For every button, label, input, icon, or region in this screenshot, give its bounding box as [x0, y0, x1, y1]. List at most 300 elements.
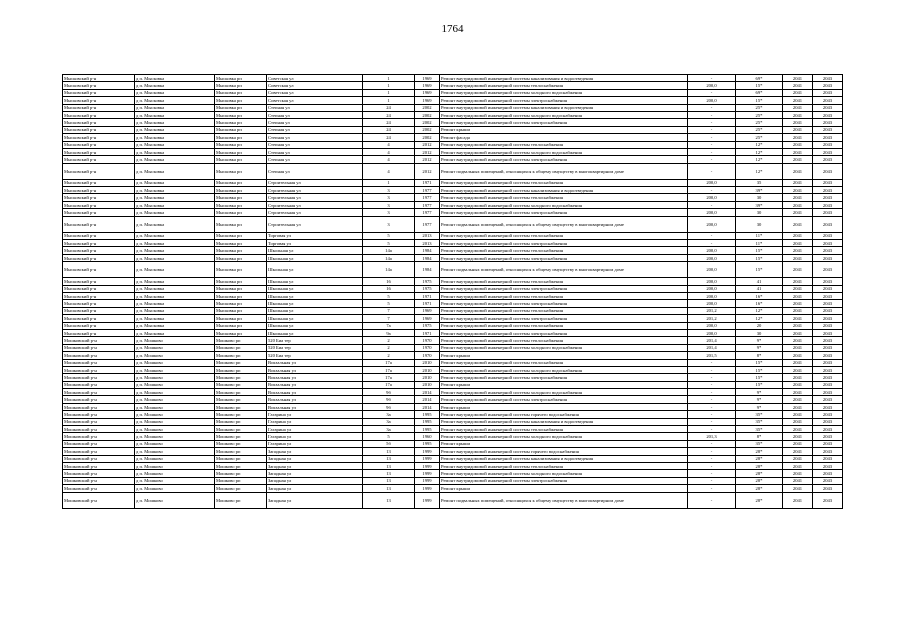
plan-end-cell: 2043 — [813, 433, 843, 440]
table-row — [63, 187, 843, 194]
street-cell: Западная ул — [267, 455, 363, 462]
house-number-cell: 9а — [363, 329, 415, 336]
wear-cell: 25* — [736, 111, 783, 118]
street-cell: 520 Биа тер — [267, 344, 363, 351]
district-cell: Мысковский р-н — [63, 315, 135, 322]
cost-cell: 200,0 — [688, 194, 736, 201]
cost-cell: 200,0 — [688, 262, 736, 278]
plan-end-cell: 2043 — [813, 381, 843, 388]
municipality-cell: Мошково рп — [215, 337, 267, 344]
work-type-cell: Ремонт внутридомовой инженерной системы электроснабжения — [440, 300, 688, 307]
table-row — [63, 232, 843, 239]
municipality-cell: Мысковка рп — [215, 300, 267, 307]
settlement-cell: д п. Мошково — [135, 448, 215, 455]
street-cell: Советская ул — [267, 89, 363, 96]
street-cell: Степная ул — [267, 119, 363, 126]
cost-cell: 200,0 — [688, 292, 736, 299]
district-cell: Мысковский р-н — [63, 156, 135, 163]
settlement-cell: д п. Мысковка — [135, 292, 215, 299]
street-cell: Школьная ул — [267, 285, 363, 292]
work-type-cell: Ремонт подвальных помещений, относящихся к общему имуществу в многоквартирном доме — [440, 216, 688, 232]
plan-start-cell: 2041 — [783, 300, 813, 307]
street-cell: Советская ул — [267, 82, 363, 89]
district-cell: Мошковский р-н — [63, 396, 135, 403]
build-year-cell: 1969 — [415, 82, 440, 89]
work-type-cell: Ремонт крыши — [440, 352, 688, 359]
cost-cell: - — [688, 455, 736, 462]
build-year-cell: 1969 — [415, 75, 440, 82]
municipality-cell: Мысковка рп — [215, 111, 267, 118]
municipality-cell: Мошково рп — [215, 440, 267, 447]
cost-cell: - — [688, 232, 736, 239]
settlement-cell: д п. Мошково — [135, 470, 215, 477]
plan-end-cell: 2043 — [813, 492, 843, 508]
district-cell: Мысковский р-н — [63, 201, 135, 208]
street-cell: Вокзальная ул — [267, 374, 363, 381]
build-year-cell: 1999 — [415, 470, 440, 477]
municipality-cell: Мысковка рп — [215, 292, 267, 299]
district-cell: Мысковский р-н — [63, 187, 135, 194]
table-row — [63, 381, 843, 388]
municipality-cell: Мысковка рп — [215, 156, 267, 163]
table-row — [63, 470, 843, 477]
plan-start-cell: 2041 — [783, 97, 813, 104]
municipality-cell: Мошково рп — [215, 470, 267, 477]
street-cell: Вокзальная ул — [267, 359, 363, 366]
settlement-cell: д п. Мысковка — [135, 141, 215, 148]
plan-start-cell: 2041 — [783, 111, 813, 118]
cost-cell: - — [688, 141, 736, 148]
house-number-cell: 7а — [363, 322, 415, 329]
plan-start-cell: 2041 — [783, 403, 813, 410]
wear-cell: 30 — [736, 329, 783, 336]
work-type-cell: Ремонт внутридомовой инженерной системы теплоснабжения — [440, 426, 688, 433]
municipality-cell: Мысковка рп — [215, 209, 267, 216]
cost-cell: - — [688, 156, 736, 163]
wear-cell: 9* — [736, 389, 783, 396]
street-cell: Вокзальная ул — [267, 389, 363, 396]
wear-cell: 25* — [736, 134, 783, 141]
street-cell: Строительная ул — [267, 194, 363, 201]
settlement-cell: д п. Мысковка — [135, 201, 215, 208]
plan-end-cell: 2043 — [813, 440, 843, 447]
cost-cell: 200,0 — [688, 329, 736, 336]
street-cell: Вокзальная ул — [267, 403, 363, 410]
municipality-cell: Мысковка рп — [215, 307, 267, 314]
plan-start-cell: 2041 — [783, 389, 813, 396]
plan-end-cell: 2043 — [813, 307, 843, 314]
district-cell: Мысковский р-н — [63, 111, 135, 118]
district-cell: Мысковский р-н — [63, 216, 135, 232]
district-cell: Мысковский р-н — [63, 163, 135, 179]
wear-cell: 16* — [736, 300, 783, 307]
cost-cell: 200,0 — [688, 322, 736, 329]
wear-cell: 11* — [736, 240, 783, 247]
settlement-cell: д п. Мошково — [135, 374, 215, 381]
build-year-cell: 1995 — [415, 426, 440, 433]
plan-start-cell: 2041 — [783, 470, 813, 477]
table-row — [63, 254, 843, 261]
table-row — [63, 156, 843, 163]
work-type-cell: Ремонт внутридомовой инженерной системы электроснабжения — [440, 396, 688, 403]
plan-end-cell: 2043 — [813, 262, 843, 278]
build-year-cell: 2002 — [415, 111, 440, 118]
table-body — [63, 75, 843, 509]
street-cell: Степная ул — [267, 134, 363, 141]
settlement-cell: д п. Мысковка — [135, 82, 215, 89]
district-cell: Мысковский р-н — [63, 247, 135, 254]
house-number-cell: 2 — [363, 352, 415, 359]
wear-cell: 39* — [736, 187, 783, 194]
district-cell: Мысковский р-н — [63, 240, 135, 247]
work-type-cell: Ремонт внутридомовой инженерной системы теплоснабжения — [440, 337, 688, 344]
work-type-cell: Ремонт внутридомовой инженерной системы теплоснабжения — [440, 232, 688, 239]
build-year-cell: 2002 — [415, 134, 440, 141]
district-cell: Мысковский р-н — [63, 254, 135, 261]
settlement-cell: д п. Мошково — [135, 492, 215, 508]
street-cell: Школьная ул — [267, 292, 363, 299]
plan-start-cell: 2041 — [783, 448, 813, 455]
wear-cell: 28* — [736, 477, 783, 484]
table-row — [63, 440, 843, 447]
settlement-cell: д п. Мысковка — [135, 119, 215, 126]
plan-start-cell: 2041 — [783, 477, 813, 484]
district-cell: Мысковский р-н — [63, 82, 135, 89]
plan-start-cell: 2041 — [783, 462, 813, 469]
work-type-cell: Ремонт внутридомовой инженерной системы теплоснабжения — [440, 179, 688, 186]
build-year-cell: 1970 — [415, 352, 440, 359]
municipality-cell: Мысковка рп — [215, 278, 267, 285]
municipality-cell: Мошково рп — [215, 418, 267, 425]
wear-cell: 30 — [736, 194, 783, 201]
table-row — [63, 82, 843, 89]
plan-start-cell: 2041 — [783, 315, 813, 322]
municipality-cell: Мысковка рп — [215, 285, 267, 292]
plan-end-cell: 2043 — [813, 477, 843, 484]
table-row — [63, 337, 843, 344]
municipality-cell: Мошково рп — [215, 448, 267, 455]
plan-start-cell: 2041 — [783, 163, 813, 179]
house-number-cell: 17а — [363, 374, 415, 381]
table-row — [63, 97, 843, 104]
table-row — [63, 194, 843, 201]
settlement-cell: д п. Мошково — [135, 455, 215, 462]
municipality-cell: Мысковка рп — [215, 89, 267, 96]
plan-end-cell: 2043 — [813, 352, 843, 359]
wear-cell: 8* — [736, 433, 783, 440]
district-cell: Мысковский р-н — [63, 134, 135, 141]
plan-start-cell: 2041 — [783, 352, 813, 359]
plan-end-cell: 2043 — [813, 75, 843, 82]
municipality-cell: Мошково рп — [215, 344, 267, 351]
house-number-cell: 13 — [363, 448, 415, 455]
house-number-cell: 1 — [363, 97, 415, 104]
street-cell: Школьная ул — [267, 315, 363, 322]
cost-cell: - — [688, 134, 736, 141]
house-number-cell: 14а — [363, 254, 415, 261]
table-row — [63, 329, 843, 336]
table-row — [63, 111, 843, 118]
district-cell: Мысковский р-н — [63, 232, 135, 239]
municipality-cell: Мысковка рп — [215, 179, 267, 186]
municipality-cell: Мошково рп — [215, 462, 267, 469]
street-cell: Школьная ул — [267, 247, 363, 254]
district-cell: Мысковский р-н — [63, 300, 135, 307]
wear-cell: 30 — [736, 216, 783, 232]
plan-end-cell: 2043 — [813, 462, 843, 469]
table-row — [63, 262, 843, 278]
district-cell: Мысковский р-н — [63, 148, 135, 155]
work-type-cell: Ремонт внутридомовой инженерной системы теплоснабжения — [440, 278, 688, 285]
plan-end-cell: 2043 — [813, 315, 843, 322]
settlement-cell: д п. Мысковка — [135, 216, 215, 232]
street-cell: Школьная ул — [267, 278, 363, 285]
work-type-cell: Ремонт крыши — [440, 126, 688, 133]
house-number-cell: 24 — [363, 111, 415, 118]
house-number-cell: 1 — [363, 179, 415, 186]
plan-start-cell: 2041 — [783, 492, 813, 508]
plan-start-cell: 2041 — [783, 329, 813, 336]
plan-start-cell: 2041 — [783, 262, 813, 278]
settlement-cell: д п. Мысковка — [135, 187, 215, 194]
plan-start-cell: 2041 — [783, 426, 813, 433]
municipality-cell: Мысковка рп — [215, 247, 267, 254]
house-number-cell: 5 — [363, 300, 415, 307]
district-cell: Мошковский р-н — [63, 359, 135, 366]
build-year-cell: 1995 — [415, 418, 440, 425]
municipality-cell: Мошково рп — [215, 477, 267, 484]
district-cell: Мошковский р-н — [63, 455, 135, 462]
municipality-cell: Мысковка рп — [215, 216, 267, 232]
house-number-cell: 2 — [363, 344, 415, 351]
cost-cell: - — [688, 485, 736, 492]
plan-end-cell: 2043 — [813, 148, 843, 155]
wear-cell: 12* — [736, 148, 783, 155]
work-type-cell: Ремонт внутридомовой инженерной системы холодного водоснабжения — [440, 89, 688, 96]
settlement-cell: д п. Мысковка — [135, 209, 215, 216]
plan-end-cell: 2043 — [813, 254, 843, 261]
build-year-cell: 1977 — [415, 216, 440, 232]
build-year-cell: 2014 — [415, 396, 440, 403]
plan-start-cell: 2041 — [783, 89, 813, 96]
settlement-cell: д п. Мошково — [135, 485, 215, 492]
build-year-cell: 1970 — [415, 337, 440, 344]
plan-end-cell: 2043 — [813, 455, 843, 462]
plan-start-cell: 2041 — [783, 82, 813, 89]
table-row — [63, 89, 843, 96]
build-year-cell: 1971 — [415, 179, 440, 186]
house-number-cell: 17а — [363, 359, 415, 366]
wear-cell: 25* — [736, 119, 783, 126]
street-cell: Гагарина ул — [267, 440, 363, 447]
build-year-cell: 1975 — [415, 285, 440, 292]
district-cell: Мошковский р-н — [63, 381, 135, 388]
build-year-cell: 1999 — [415, 462, 440, 469]
plan-start-cell: 2041 — [783, 247, 813, 254]
build-year-cell: 1975 — [415, 278, 440, 285]
plan-end-cell: 2043 — [813, 201, 843, 208]
street-cell: Вокзальная ул — [267, 396, 363, 403]
street-cell: Степная ул — [267, 148, 363, 155]
district-cell: Мысковский р-н — [63, 126, 135, 133]
street-cell: Гагарина ул — [267, 411, 363, 418]
plan-start-cell: 2041 — [783, 119, 813, 126]
cost-cell: - — [688, 396, 736, 403]
street-cell: Школьная ул — [267, 300, 363, 307]
municipality-cell: Мысковка рп — [215, 232, 267, 239]
plan-start-cell: 2041 — [783, 292, 813, 299]
district-cell: Мошковский р-н — [63, 433, 135, 440]
build-year-cell: 2002 — [415, 119, 440, 126]
cost-cell: - — [688, 403, 736, 410]
municipality-cell: Мысковка рп — [215, 97, 267, 104]
table-row — [63, 389, 843, 396]
street-cell: Гагарина ул — [267, 426, 363, 433]
house-number-cell: 24 — [363, 126, 415, 133]
house-number-cell: 17а — [363, 366, 415, 373]
build-year-cell: 1977 — [415, 209, 440, 216]
table-row — [63, 300, 843, 307]
wear-cell: 12* — [736, 315, 783, 322]
table-row — [63, 278, 843, 285]
settlement-cell: д п. Мысковка — [135, 148, 215, 155]
work-type-cell: Ремонт внутридомовой инженерной системы электроснабжения — [440, 97, 688, 104]
plan-start-cell: 2041 — [783, 278, 813, 285]
work-type-cell: Ремонт внутридомовой инженерной системы канализования и водоотведения — [440, 187, 688, 194]
plan-end-cell: 2043 — [813, 194, 843, 201]
work-type-cell: Ремонт внутридомовой инженерной системы канализования и водоотведения — [440, 104, 688, 111]
plan-start-cell: 2041 — [783, 455, 813, 462]
street-cell: Степная ул — [267, 111, 363, 118]
street-cell: Гагарина ул — [267, 418, 363, 425]
settlement-cell: д п. Мысковка — [135, 240, 215, 247]
work-type-cell: Ремонт внутридомовой инженерной системы теплоснабжения — [440, 247, 688, 254]
district-cell: Мошковский р-н — [63, 492, 135, 508]
house-number-cell: 13 — [363, 477, 415, 484]
work-type-cell: Ремонт внутридомовой инженерной системы теплоснабжения — [440, 141, 688, 148]
house-number-cell: 3 — [363, 209, 415, 216]
plan-start-cell: 2041 — [783, 337, 813, 344]
plan-end-cell: 2043 — [813, 97, 843, 104]
district-cell: Мысковский р-н — [63, 179, 135, 186]
table-row — [63, 492, 843, 508]
wear-cell: 12* — [736, 156, 783, 163]
plan-start-cell: 2041 — [783, 179, 813, 186]
district-cell: Мошковский р-н — [63, 477, 135, 484]
plan-start-cell: 2041 — [783, 104, 813, 111]
cost-cell: 201,4 — [688, 344, 736, 351]
build-year-cell: 1971 — [415, 300, 440, 307]
municipality-cell: Мысковка рп — [215, 148, 267, 155]
wear-cell: 35* — [736, 411, 783, 418]
work-type-cell: Ремонт внутридомовой инженерной системы теплоснабжения — [440, 292, 688, 299]
street-cell: 520 Биа тер — [267, 352, 363, 359]
district-cell: Мошковский р-н — [63, 411, 135, 418]
wear-cell: 35 — [736, 179, 783, 186]
municipality-cell: Мошково рп — [215, 492, 267, 508]
plan-end-cell: 2043 — [813, 156, 843, 163]
plan-start-cell: 2041 — [783, 194, 813, 201]
work-type-cell: Ремонт внутридомовой инженерной системы горячего водоснабжения — [440, 411, 688, 418]
plan-start-cell: 2041 — [783, 433, 813, 440]
wear-cell: 11* — [736, 232, 783, 239]
cost-cell: 200,0 — [688, 254, 736, 261]
build-year-cell: 2002 — [415, 126, 440, 133]
house-number-cell: 16 — [363, 285, 415, 292]
district-cell: Мысковский р-н — [63, 104, 135, 111]
build-year-cell: 1984 — [415, 254, 440, 261]
wear-cell: 8* — [736, 352, 783, 359]
settlement-cell: д п. Мошково — [135, 477, 215, 484]
house-number-cell: 13 — [363, 455, 415, 462]
table-row — [63, 216, 843, 232]
cost-cell: 201,2 — [688, 315, 736, 322]
plan-end-cell: 2043 — [813, 104, 843, 111]
cost-cell: - — [688, 89, 736, 96]
plan-end-cell: 2043 — [813, 403, 843, 410]
wear-cell: 25* — [736, 104, 783, 111]
wear-cell: 69* — [736, 89, 783, 96]
build-year-cell: 1975 — [415, 322, 440, 329]
cost-cell: 200,0 — [688, 278, 736, 285]
wear-cell: 12* — [736, 163, 783, 179]
house-number-cell: 9б — [363, 396, 415, 403]
municipality-cell: Мошково рп — [215, 352, 267, 359]
cost-cell: - — [688, 411, 736, 418]
wear-cell: 39* — [736, 201, 783, 208]
settlement-cell: д п. Мошково — [135, 366, 215, 373]
district-cell: Мысковский р-н — [63, 141, 135, 148]
work-type-cell: Ремонт подвальных помещений, относящихся к общему имуществу в многоквартирном доме — [440, 163, 688, 179]
table-row — [63, 126, 843, 133]
district-cell: Мошковский р-н — [63, 374, 135, 381]
district-cell: Мошковский р-н — [63, 366, 135, 373]
settlement-cell: д п. Мысковка — [135, 134, 215, 141]
street-cell: Вокзальная ул — [267, 366, 363, 373]
house-number-cell: 14а — [363, 262, 415, 278]
settlement-cell: д п. Мысковка — [135, 163, 215, 179]
plan-start-cell: 2041 — [783, 209, 813, 216]
cost-cell: 200,0 — [688, 300, 736, 307]
district-cell: Мысковский р-н — [63, 262, 135, 278]
settlement-cell: д п. Мысковка — [135, 278, 215, 285]
municipality-cell: Мысковка рп — [215, 104, 267, 111]
house-number-cell: 5б — [363, 440, 415, 447]
build-year-cell: 1969 — [415, 89, 440, 96]
build-year-cell: 2010 — [415, 381, 440, 388]
page-number: 1764 — [441, 23, 464, 35]
plan-end-cell: 2043 — [813, 411, 843, 418]
settlement-cell: д п. Мошково — [135, 337, 215, 344]
house-number-cell: 5 — [363, 292, 415, 299]
house-number-cell: 1 — [363, 89, 415, 96]
table-row — [63, 433, 843, 440]
build-year-cell: 2012 — [415, 163, 440, 179]
street-cell: Степная ул — [267, 126, 363, 133]
cost-cell: - — [688, 366, 736, 373]
plan-end-cell: 2043 — [813, 366, 843, 373]
plan-end-cell: 2043 — [813, 232, 843, 239]
municipality-cell: Мысковка рп — [215, 141, 267, 148]
wear-cell: 30 — [736, 209, 783, 216]
work-type-cell: Ремонт внутридомовой инженерной системы теплоснабжения — [440, 194, 688, 201]
street-cell: Школьная ул — [267, 307, 363, 314]
work-type-cell: Ремонт внутридомовой инженерной системы электроснабжения — [440, 315, 688, 322]
plan-end-cell: 2043 — [813, 187, 843, 194]
street-cell: Степная ул — [267, 141, 363, 148]
street-cell: Строительная ул — [267, 179, 363, 186]
plan-start-cell: 2041 — [783, 156, 813, 163]
